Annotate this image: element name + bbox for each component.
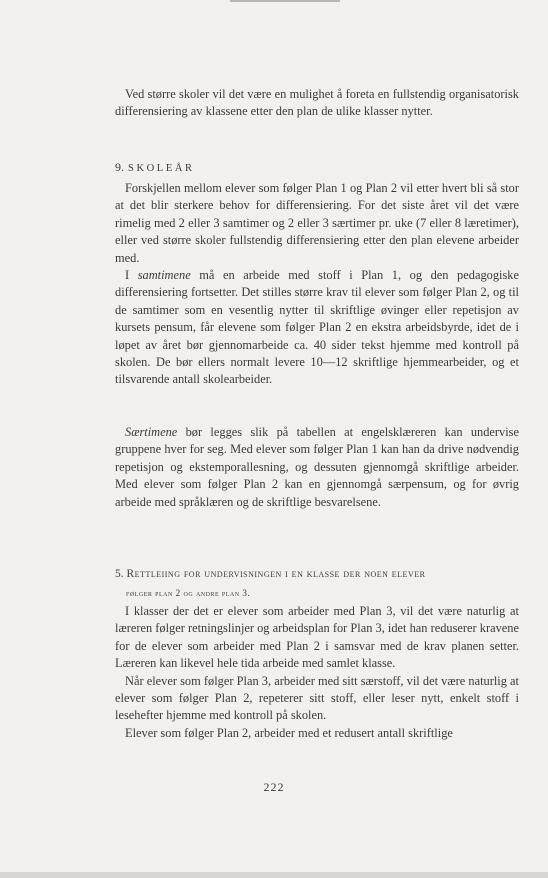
top-edge-mark — [230, 0, 340, 2]
saertimer-paragraph — [115, 424, 519, 511]
intro-text-block — [115, 86, 519, 121]
section-5-title-line-1: Rettleiing for undervisningen i en klasse der noen elever — [126, 568, 426, 580]
section-5-paragraph-1: I klasser der det er elever som arbeider med Plan 3, vil det være naturlig at læreren følger retningslinjer og arbeidsplan for Plan 3, idet han reduserer kravene for de elever som arbeider med Plan 2 i samsvar med de krav planen setter. Læreren kan likevel hele tida arbeide med samlet klasse. — [115, 604, 519, 671]
section-9-title: SKOLEÅR — [128, 163, 195, 174]
page-number: 222 — [263, 780, 285, 794]
section-5-paragraph-2: Når elever som følger Plan 3, arbeider med sitt særstoff, vil det være naturlig at elever som følger Plan 2, repeterer sitt stoff, eller leser nytt, enkelt stoff i lesehefter hjemme med kontroll på skolen. — [115, 673, 519, 723]
section-9-heading — [115, 160, 195, 175]
page-bottom-edge — [0, 872, 548, 878]
italic-term-saertimene: Særtimene — [125, 425, 178, 439]
section-5-text-block — [115, 603, 519, 742]
intro-paragraph: Ved større skoler vil det være en mulighet å foreta en fullstendig organisatorisk differensiering av klassene etter den plan de ulike klasser nytter. — [115, 87, 519, 119]
saertimer-text-block — [115, 424, 519, 511]
section-9-number: 9. — [115, 160, 124, 174]
section-9-paragraph-1: Forskjellen mellom elever som følger Plan 1 og Plan 2 vil etter hvert bli så stor at det blir sterkere behov for differensiering. For det siste året vil det være rimelig med 2 eller 3 samtimer og 2 eller 3 særtimer pr. uke (7 eller 8 læretimer), eller ved større skoler fullstendig differensiering etter den plan elevene arbeider med. — [115, 181, 519, 265]
italic-term-samtimene: samtimene — [137, 268, 191, 283]
section-5-number: 5. — [115, 568, 124, 580]
paragraph-2-prefix: I — [125, 268, 138, 283]
section-9-text-block — [115, 180, 519, 389]
section-5-heading — [115, 565, 519, 603]
section-5-paragraph-3: Elever som følger Plan 2, arbeider med et redusert antall skriftlige — [125, 725, 453, 740]
saertimer-paragraph-body: bør legges slik på tabellen at engelsklæreren kan undervise gruppene hver for seg. Med elever som følger Plan 1 kan han da drive nødvendig repetisjon og ekstemporallesning, og dessuten gjennomgå skriftlige arbeider. Med elever som følger Plan 2 kan en gjennomgå særpensum, og for øvrig arbeide med språklæren og de skriftlige besvarelsene. — [115, 425, 519, 509]
section-9-paragraph-2 — [115, 267, 519, 389]
section-5-title-line-2: følger plan 2 og andre plan 3. — [126, 588, 251, 598]
paragraph-2-body: må en arbeide med stoff i Plan 1, og den pedagogiske differensiering fortsetter. Det stilles større krav til elever som følger Plan 2, og til de samtimer som en vesentlig nytter til skriftlige øvinger eller repetisjon av kursets pensum, får elevene som følger Plan 2 en ekstra arbeidsbyrde, idet de i løpet av året bør gjennomarbeide ca. 40 sider tekst hjemme med kontroll på skolen. De bør ellers normalt levere 10—12 skriftlige hjemmearbeider, og et tilsvarende antall skolearbeider. — [115, 268, 519, 387]
